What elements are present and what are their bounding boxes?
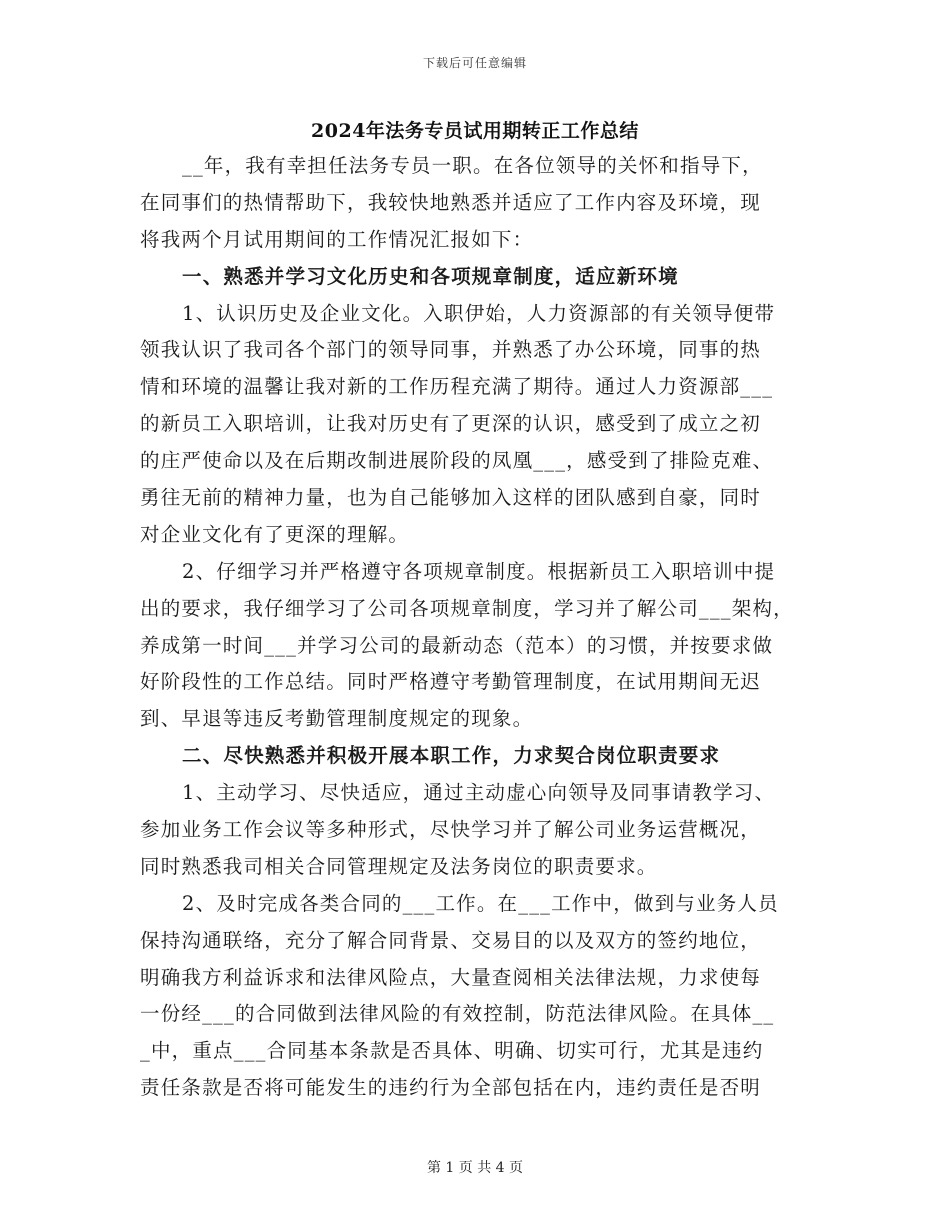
text-line: 勇往无前的精神力量，也为自己能够加入这样的团队感到自豪，同时 [140,486,762,510]
document-body [140,148,812,1107]
text-line: 保持沟通联络，充分了解合同背景、交易目的以及双方的签约地位， [140,928,762,952]
text-line: 2、仔细学习并严格遵守各项规章制度。根据新员工入职培训中提 [182,559,776,583]
text-line: 出的要求，我仔细学习了公司各项规章制度，学习并了解公司___架构， [140,596,794,620]
text-line: _中，重点___合同基本条款是否具体、明确、切实可行，尤其是违约 [140,1039,764,1063]
text-line: 在同事们的热情帮助下，我较快地熟悉并适应了工作内容及环境，现 [140,190,762,214]
text-line: 2、及时完成各类合同的___工作。在___工作中，做到与业务人员 [182,891,779,915]
text-line: 情和环境的温馨让我对新的工作历程充满了期待。通过人力资源部___ [140,375,774,399]
text-line: 的庄严使命以及在后期改制进展阶段的凤凰___，感受到了排险克难、 [140,449,774,473]
text-line: 好阶段性的工作总结。同时严格遵守考勤管理制度，在试用期间无迟 [140,670,762,694]
text-line: 同时熟悉我司相关合同管理规定及法务岗位的职责要求。 [140,854,658,878]
document-title: 2024年法务专员试用期转正工作总结 [311,120,639,142]
text-line: 对企业文化有了更深的理解。 [140,522,410,546]
text-line: 1、主动学习、尽快适应，通过主动虚心向领导及同事请教学习、 [182,781,776,805]
text-line: 养成第一时间___并学习公司的最新动态（范本）的习惯，并按要求做 [140,633,774,657]
text-line: 责任条款是否将可能发生的违约行为全部包括在内，违约责任是否明 [140,1076,762,1100]
text-line: 一份经___的合同做到法律风险的有效控制，防范法律风险。在具体__ [140,1002,775,1026]
page-footer: 第 1 页 共 4 页 [426,1160,524,1176]
text-line: 到、早退等违反考勤管理制度规定的现象。 [140,707,534,731]
text-line: 明确我方利益诉求和法律风险点，大量查阅相关法律法规，力求使每 [140,965,762,989]
text-line: 参加业务工作会议等多种形式，尽快学习并了解公司业务运营概况， [140,818,762,842]
text-line: 领我认识了我司各个部门的领导同事，并熟悉了办公环境，同事的热 [140,338,762,362]
section-heading: 二、尽快熟悉并积极开展本职工作，力求契合岗位职责要求 [182,744,721,768]
header-note: 下载后可任意编辑 [422,56,527,70]
text-line: 1、认识历史及企业文化。入职伊始，人力资源部的有关领导便带 [182,301,776,325]
text-line: __年，我有幸担任法务专员一职。在各位领导的关怀和指导下， [182,154,763,177]
text-line: 的新员工入职培训，让我对历史有了更深的认识，感受到了成立之初 [140,412,762,436]
text-line: 将我两个月试用期间的工作情况汇报如下： [140,227,534,251]
section-heading: 一、熟悉并学习文化历史和各项规章制度，适应新环境 [182,264,679,288]
